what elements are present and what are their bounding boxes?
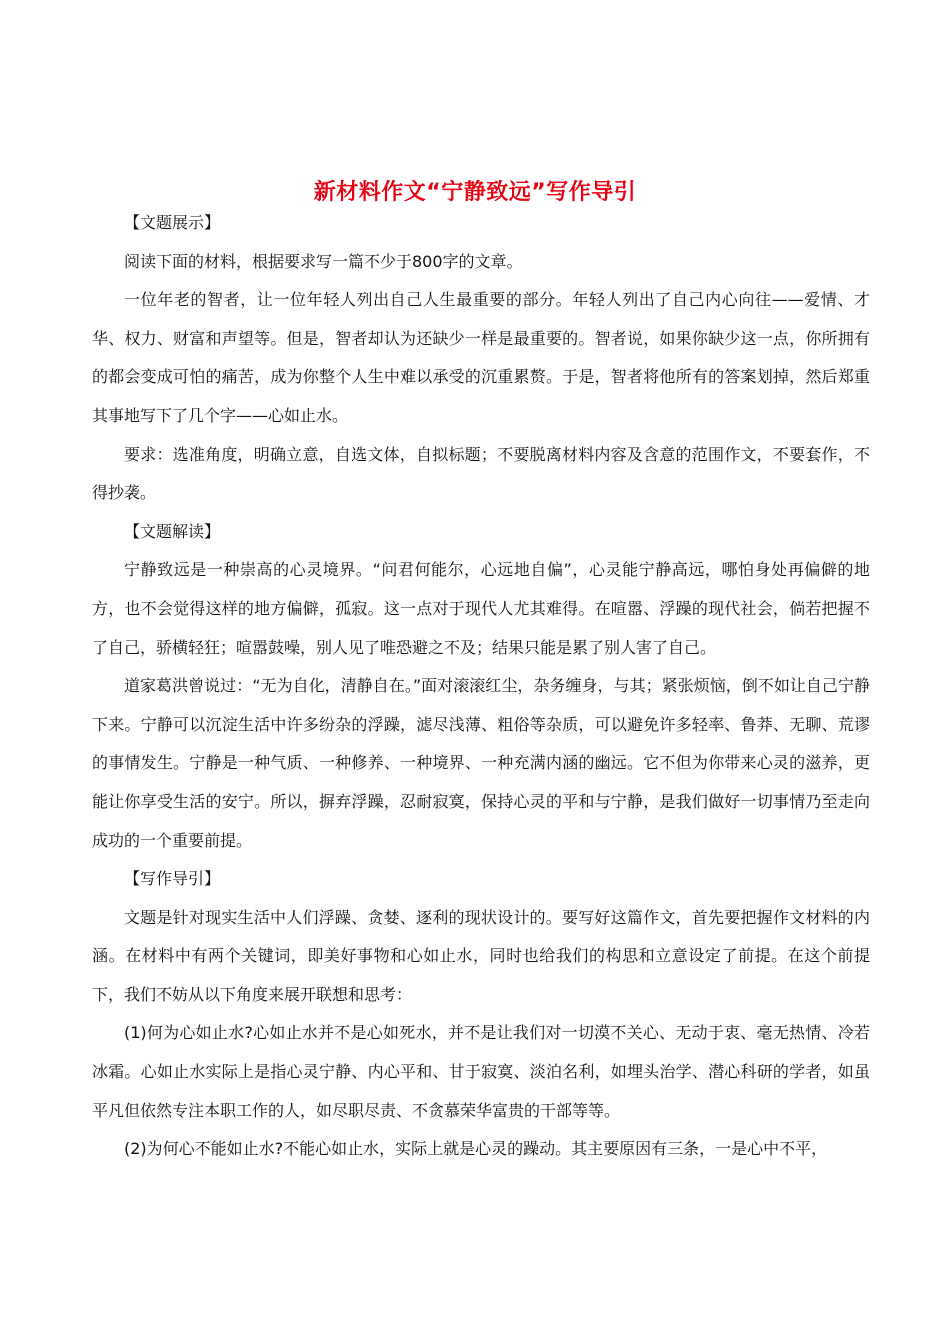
paragraph-guidance-point-1: (1)何为心如止水?心如止水并不是心如死水，并不是让我们对一切漠不关心、无动于衷、毫无热情、冷若冰霜。心如止水实际上是指心灵宁静、内心平和、甘于寂寞、淡泊名利，如埋头治学、潜心科研的学者，如虽平凡但依然专注本职工作的人，如尽职尽责、不贪慕荣华富贵的干部等等。 [92,1023,870,1120]
paragraph-guidance-point-2: (2)为何心不能如止水?不能心如止水，实际上就是心灵的躁动。其主要原因有三条，一是心中不平， [124,1139,828,1159]
paragraph-interpretation-1: 宁静致远是一种崇高的心灵境界。“问君何能尔，心远地自偏”，心灵能宁静高远，哪怕身处再偏僻的地方，也不会觉得这样的地方偏僻，孤寂。这一点对于现代人尤其难得。在喧嚣、浮躁的现代社会，倘若把握不了自己，骄横轻狂；喧嚣鼓噪，别人见了唯恐避之不及；结果只能是累了别人害了自己。 [92,560,870,657]
section-heading-guidance: 【写作导引】 [124,869,221,889]
section-heading-prompt: 【文题展示】 [124,213,221,232]
document-body [92,204,870,1169]
paragraph-instruction: 阅读下面的材料，根据要求写一篇不少于800字的文章。 [124,251,523,271]
paragraph-requirements: 要求：选准角度，明确立意，自选文体，自拟标题；不要脱离材料内容及含意的范围作文，不要套作，不得抄袭。 [92,444,870,503]
document-title: 新材料作文“宁静致远”写作导引 [313,180,637,205]
paragraph-guidance-intro: 文题是针对现实生活中人们浮躁、贪婪、逐利的现状设计的。要写好这篇作文，首先要把握作文材料的内涵。在材料中有两个关键词，即美好事物和心如止水，同时也给我们的构思和立意设定了前提。在这个前提下，我们不妨从以下角度来展开联想和思考： [92,907,870,1004]
paragraph-interpretation-2: 道家葛洪曾说过：“无为自化，清静自在。”面对滚滚红尘，杂务缠身，与其；紧张烦恼，倒不如让自己宁静下来。宁静可以沉淀生活中许多纷杂的浮躁，滤尽浅薄、粗俗等杂质，可以避免许多轻率、鲁莽、无聊、荒谬的事情发生。宁静是一种气质、一种修养、一种境界、一种充满内涵的幽远。它不但为你带来心灵的滋养，更能让你享受生活的安宁。所以，摒弃浮躁，忍耐寂寞，保持心灵的平和与宁静，是我们做好一切事情乃至走向成功的一个重要前提。 [92,676,870,850]
section-heading-interpretation: 【文题解读】 [124,521,221,541]
paragraph-material: 一位年老的智者，让一位年轻人列出自己人生最重要的部分。年轻人列出了自己内心向往——爱情、才华、权力、财富和声望等。但是，智者却认为还缺少一样是最重要的。智者说，如果你缺少这一点，你所拥有的都会变成可怕的痛苦，成为你整个人生中难以承受的沉重累赘。于是，智者将他所有的答案划掉，然后郑重其事地写下了几个字——心如止水。 [92,290,870,425]
